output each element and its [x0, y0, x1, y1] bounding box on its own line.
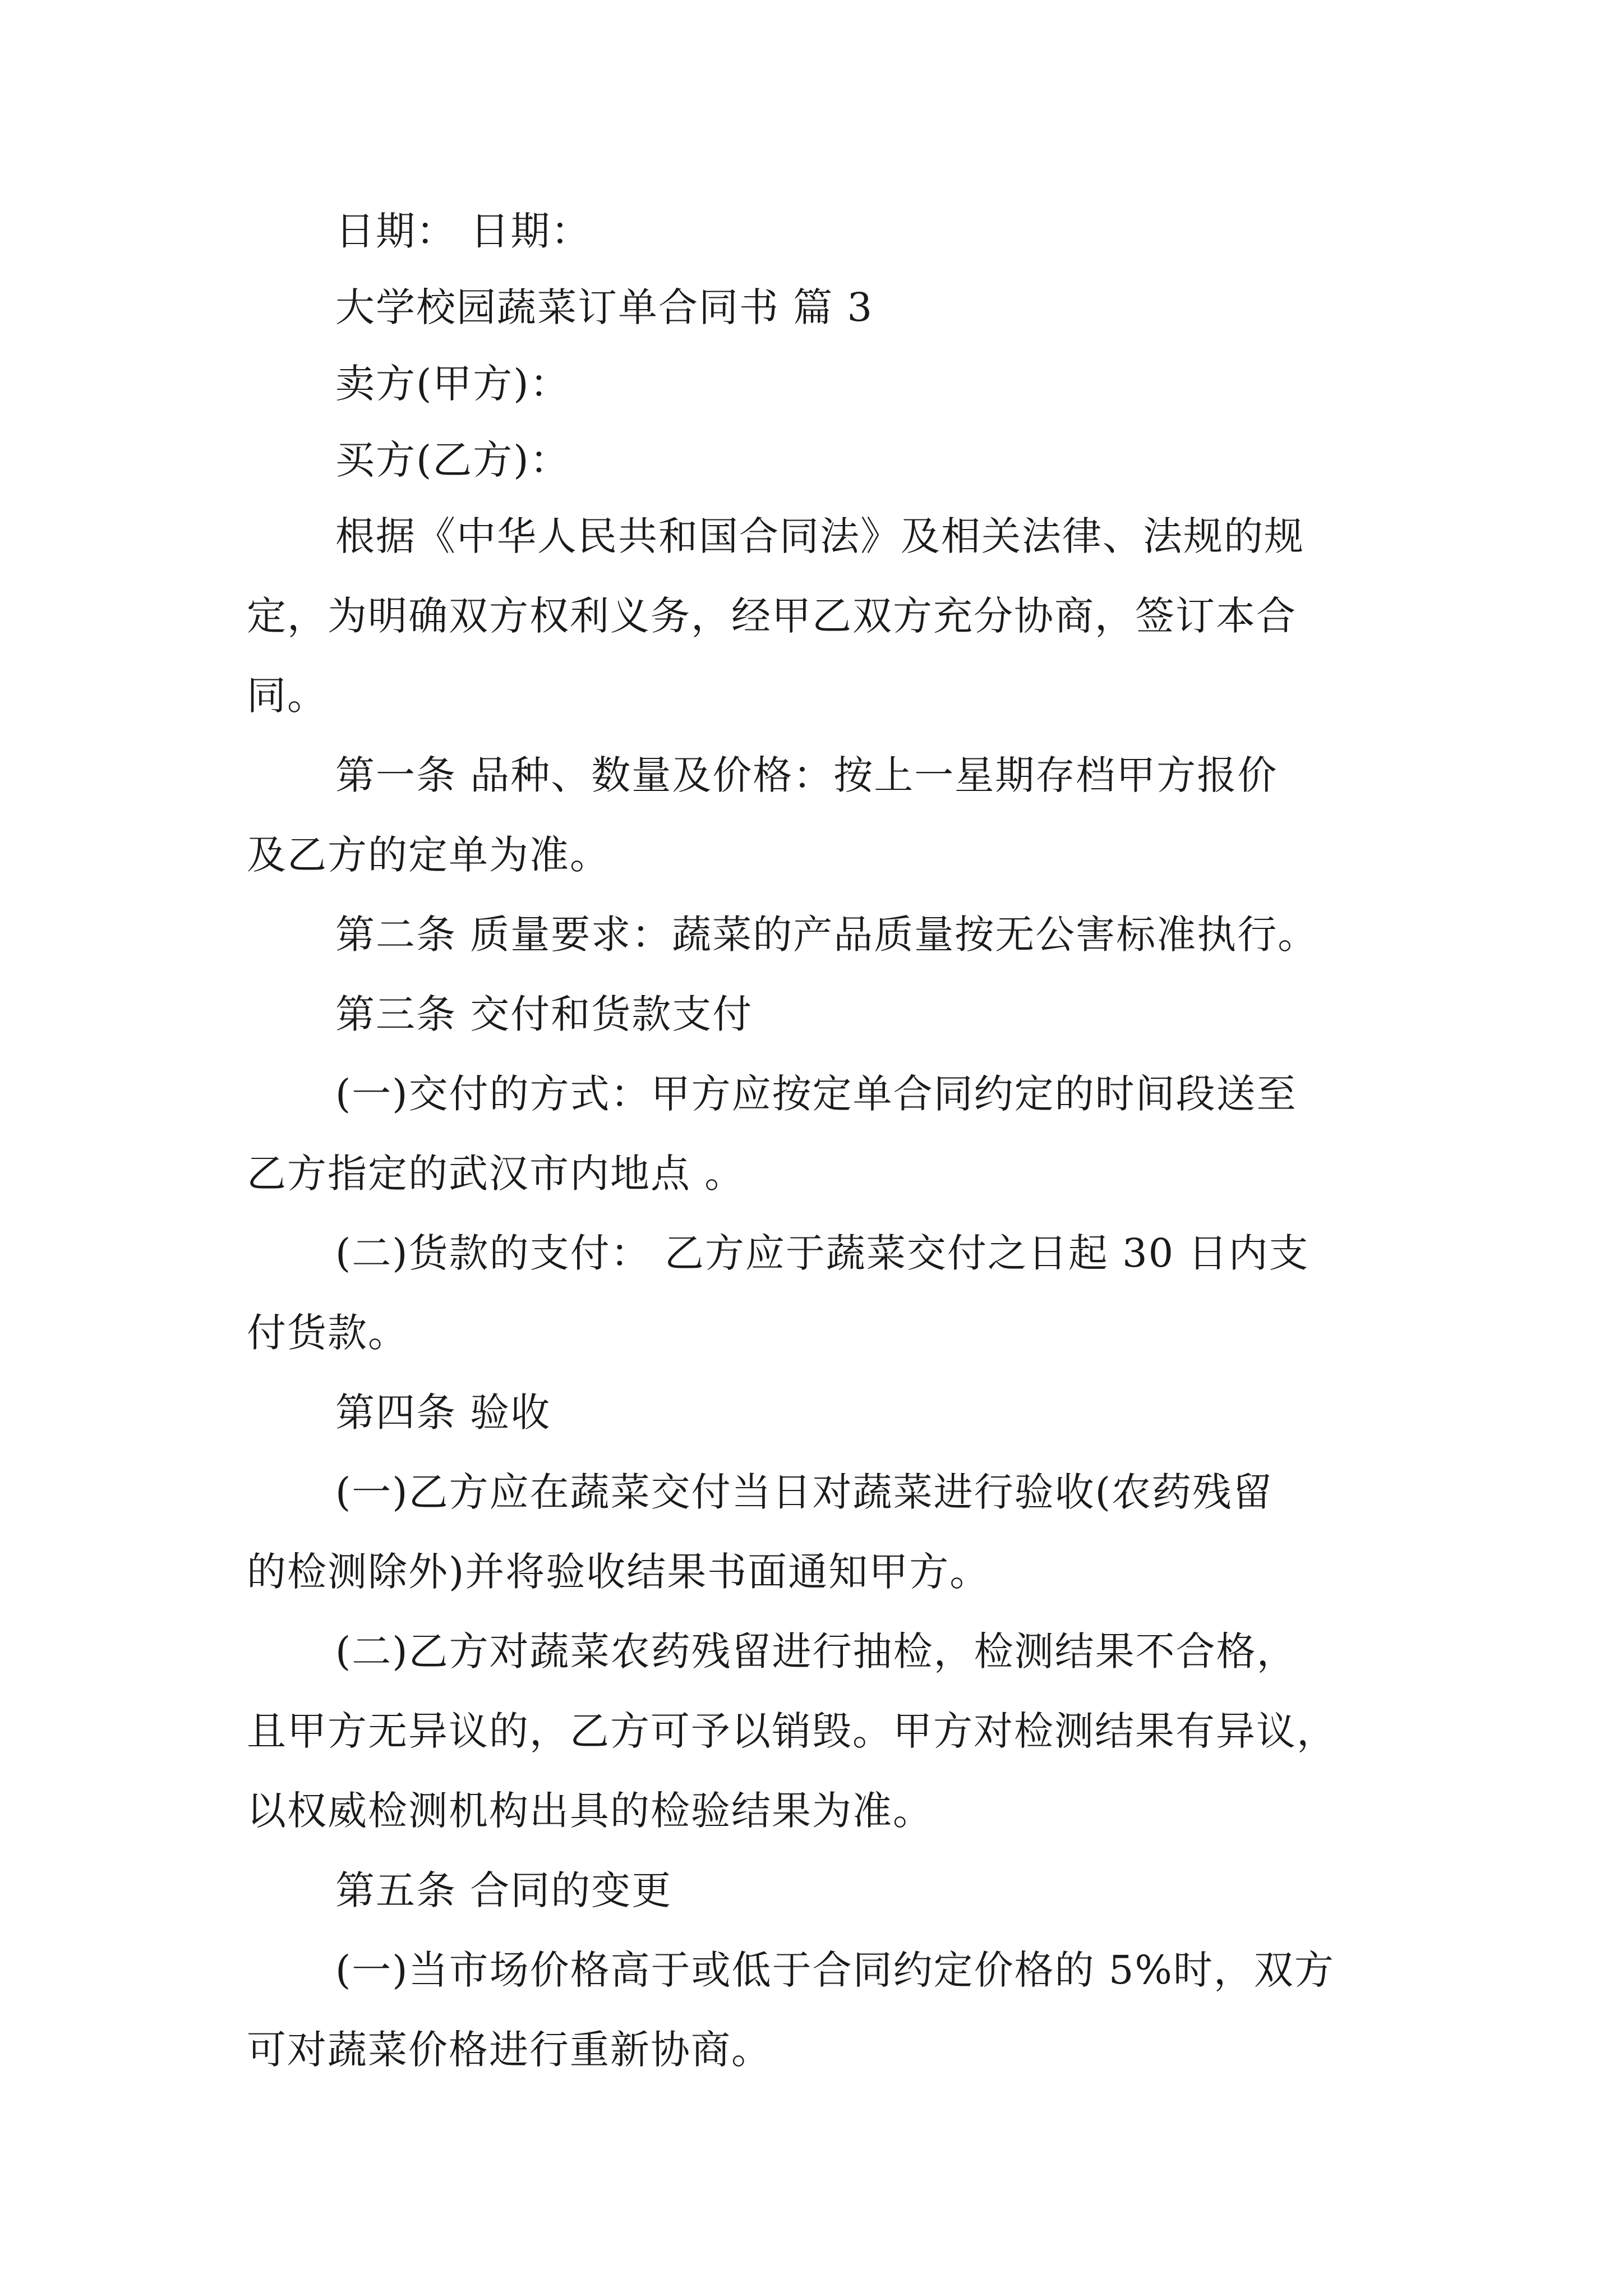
- article-4-item-1-line-1: (一)乙方应在蔬菜交付当日对蔬菜进行验收(农药残留: [335, 1469, 1273, 1515]
- article-5-item-1-line-1: (一)当市场价格高于或低于合同约定价格的 5%时，双方: [335, 1947, 1335, 1993]
- article-4-item-1-line-2: 的检测除外)并将验收结果书面通知甲方。: [247, 1549, 990, 1595]
- article-2-line: 第二条 质量要求：蔬菜的产品质量按无公害标准执行。: [335, 912, 1318, 958]
- document-body: [247, 209, 1408, 2072]
- preamble-line-1: 根据《中华人民共和国合同法》及相关法律、法规的规: [335, 513, 1304, 559]
- article-5-heading: 第五条 合同的变更: [335, 1867, 672, 1913]
- article-3-heading: 第三条 交付和货款支付: [335, 991, 753, 1037]
- article-4-item-2-line-1: (二)乙方对蔬菜农药残留进行抽检，检测结果不合格，: [335, 1628, 1297, 1674]
- article-5-item-1-line-2: 可对蔬菜价格进行重新协商。: [247, 2027, 772, 2073]
- article-3-item-2-line-1: (二)货款的支付： 乙方应于蔬菜交付之日起 30 日内支: [335, 1230, 1310, 1276]
- article-1-line-2: 及乙方的定单为准。: [247, 832, 610, 878]
- seller-line: 卖方(甲方)：: [335, 361, 570, 407]
- article-4-heading: 第四条 验收: [335, 1389, 551, 1435]
- article-4-item-2-line-3: 以权威检测机构出具的检验结果为准。: [247, 1788, 933, 1834]
- article-3-item-1-line-2: 乙方指定的武汉市内地点 。: [247, 1151, 745, 1197]
- contract-title: 大学校园蔬菜订单合同书 篇 3: [335, 284, 874, 330]
- buyer-line: 买方(乙方)：: [335, 437, 570, 483]
- article-1-line-1: 第一条 品种、数量及价格：按上一星期存档甲方报价: [335, 752, 1278, 798]
- article-3-item-1-line-1: (一)交付的方式：甲方应按定单合同约定的时间段送至: [335, 1071, 1297, 1117]
- date-line: 日期： 日期：: [335, 208, 592, 254]
- preamble-line-2: 定，为明确双方权利义务，经甲乙双方充分协商，签订本合: [247, 593, 1297, 639]
- preamble-line-3: 同。: [247, 673, 328, 719]
- article-3-item-2-line-2: 付货款。: [247, 1310, 408, 1356]
- article-4-item-2-line-2: 且甲方无异议的，乙方可予以销毁。甲方对检测结果有异议，: [247, 1708, 1337, 1754]
